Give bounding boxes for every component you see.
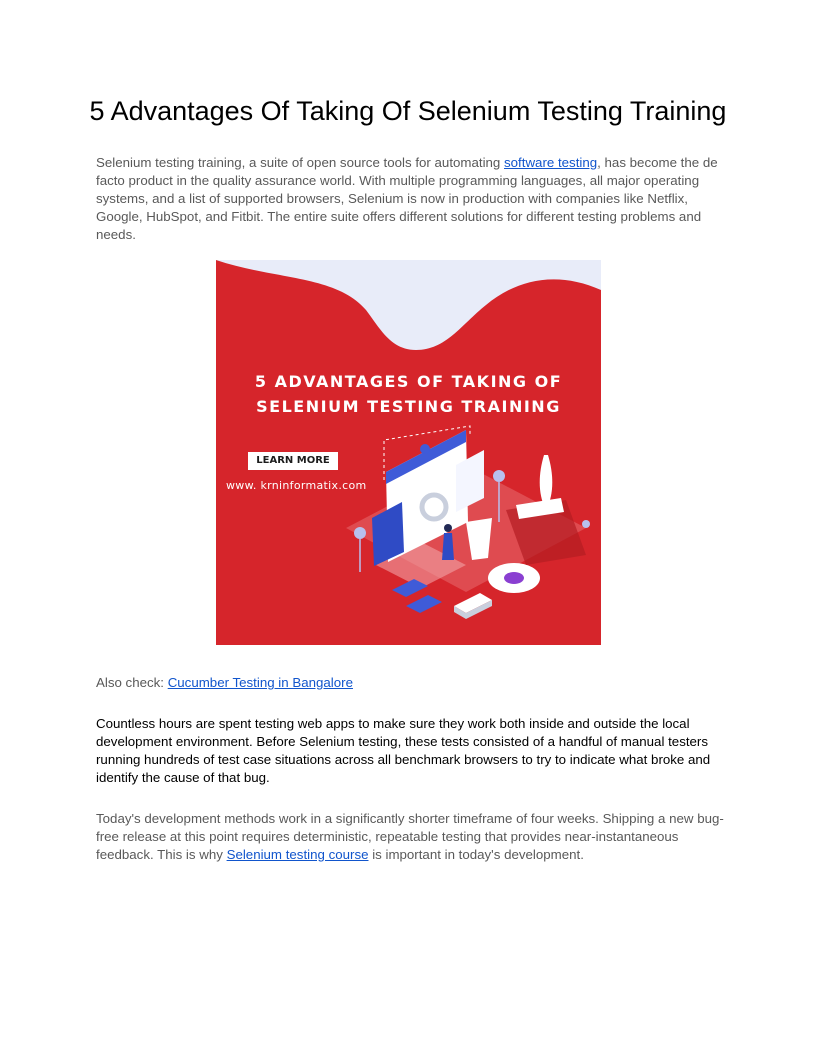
body-paragraph-2: Countless hours are spent testing web apps to make sure they work both inside and outside the local development environment. Before Selenium testing, these tests consisted of a handful of manual testers running hundreds of test case situations across all benchmark browsers to try to indicate what broke and identify the cause of that bug.: [96, 716, 711, 785]
cucumber-testing-link[interactable]: Cucumber Testing in Bangalore: [167, 675, 353, 690]
banner-heading-line2: SELENIUM TESTING TRAINING: [256, 397, 561, 416]
page-title: 5 Advantages Of Taking Of Selenium Testing Training: [89, 96, 727, 126]
intro-text-before: Selenium testing training, a suite of open source tools for automating: [96, 155, 505, 170]
pin-mid: [493, 470, 505, 482]
check-badge-icon: [420, 444, 430, 454]
intro-paragraph: [96, 154, 726, 244]
intro-text-after: , has become the de facto product in the quality assurance world. With multiple programming languages, all major operating systems, and a list of supported browsers, Selenium is now in production with companies like Netflix, Google, HubSpot, and Fitbit. The entire suite offers different solutions for different testing problems and needs.: [96, 155, 718, 242]
also-check-line: [96, 674, 726, 692]
banner-wave: [216, 260, 601, 350]
banner-heading: [216, 369, 601, 419]
pin-left: [354, 527, 366, 539]
learn-more-button[interactable]: LEARN MORE: [248, 452, 338, 470]
banner-website-url: www. krninformatix.com: [226, 479, 367, 492]
software-testing-link[interactable]: software testing: [504, 155, 598, 170]
gear-center: [504, 572, 524, 584]
promo-banner-image: [216, 260, 601, 645]
pin-right: [582, 520, 590, 528]
body-paragraph-3: [96, 810, 726, 864]
para3-text-after: is important in today's development.: [368, 847, 584, 862]
block-2: [406, 595, 442, 613]
also-check-prefix: Also check:: [96, 675, 168, 690]
banner-heading-line1: 5 ADVANTAGES OF TAKING OF: [254, 372, 563, 391]
person-head: [444, 524, 452, 532]
selenium-course-link[interactable]: Selenium testing course: [226, 847, 369, 862]
person-body: [442, 533, 454, 560]
para3-text-before: Today's development methods work in a significantly shorter timeframe of four weeks. Shipping a new bug-free release at this point requires deterministic, repeatable testing that provides near-instantaneous feedback. This is why: [96, 811, 724, 862]
